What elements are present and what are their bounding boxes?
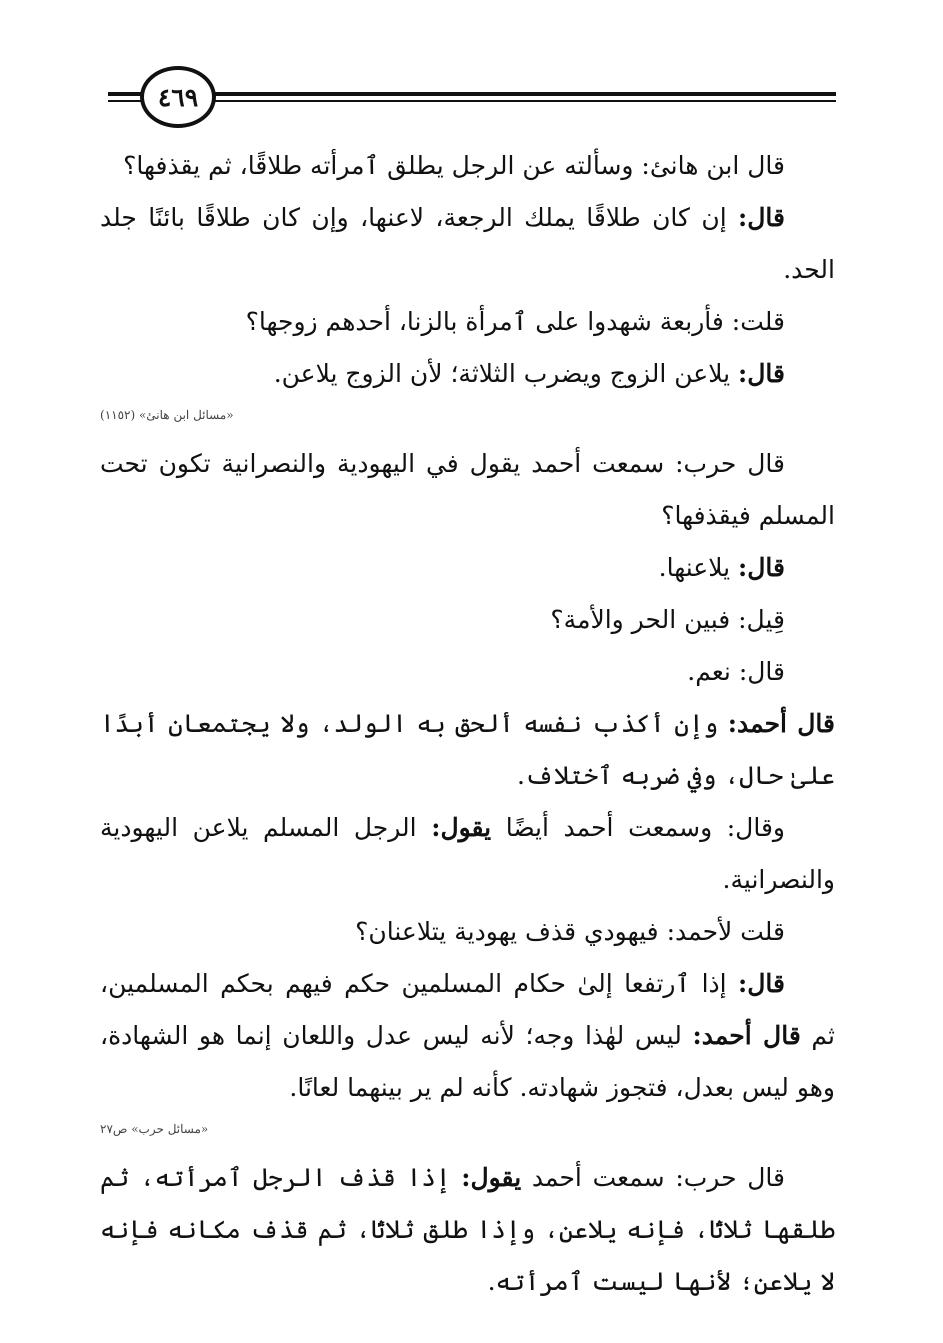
speaker-label: قال:	[738, 969, 785, 998]
paragraph	[100, 192, 835, 296]
paragraph-text: قلت: فأربعة شهدوا على ٱمرأة بالزنا، أحدهم زوجها؟	[245, 307, 785, 336]
page-number-badge	[140, 66, 216, 128]
header-rule-left-thin	[108, 100, 142, 102]
paragraph	[100, 296, 835, 348]
paragraph-text: وقال: وسمعت أحمد أيضًا	[491, 813, 785, 842]
paragraph-text: الرجل المسلم يلاعن اليهودية والنصرانية.	[100, 813, 835, 894]
page-number: ٤٦٩	[157, 82, 199, 112]
source-citation: «مسائل حرب» ص٢٧	[100, 1122, 209, 1136]
speaker-label: يقول:	[461, 1163, 522, 1192]
paragraph-text: قِيل: فبين الحر والأمة؟	[550, 605, 785, 634]
paragraph	[100, 594, 835, 646]
paragraph	[100, 348, 835, 400]
paragraph-text: قلت لأحمد: فيهودي قذف يهودية يتلاعنان؟	[355, 917, 785, 946]
paragraph-text: قال حرب: سمعت أحمد	[521, 1163, 785, 1192]
paragraph-text: قال حرب: سمعت أحمد يقول في اليهودية والنصرانية تكون تحت المسلم فيقذفها؟	[100, 449, 835, 530]
speaker-label: قال أحمد:	[727, 709, 836, 738]
paragraph	[100, 958, 835, 1114]
page-header	[0, 0, 943, 140]
paragraph	[100, 906, 835, 958]
paragraph	[100, 140, 835, 192]
header-rule-thick	[214, 92, 836, 96]
speaker-label: يقول:	[431, 813, 492, 842]
speaker-label: قال:	[738, 359, 785, 388]
header-rule-thin	[214, 100, 836, 102]
paragraph-text: إذا ٱرتفعا إلىٰ حكام المسلمين حكم فيهم بحكم المسلمين، ثم	[100, 969, 835, 1050]
speaker-label: قال:	[738, 553, 785, 582]
paragraph	[100, 646, 835, 698]
paragraph	[100, 542, 835, 594]
paragraph-text: ليس لهٰذا وجه؛ لأنه ليس عدل واللعان إنما هو الشهادة، وهو ليس بعدل، فتجوز شهادته. كأنه لم ير بينهما لعانًا.	[100, 1021, 835, 1102]
paragraph-text: إن كان طلاقًا يملك الرجعة، لاعنها، وإن كان طلاقًا بائنًا جلد الحد.	[100, 203, 835, 284]
speaker-label: قال أحمد:	[692, 1021, 801, 1050]
paragraph-text: يلاعنها.	[658, 553, 739, 582]
paragraph	[100, 802, 835, 906]
paragraph-text: إذا قذف الرجل ٱمرأته، ثم طلقها ثلاثًا، فإنه يلاعن، وإذا طلق ثلاثًا، ثم قذف مكانه فإنه لا يلاعن؛ لأنها ليست ٱمرأته.	[100, 1163, 835, 1296]
paragraph-text: يلاعن الزوج ويضرب الثلاثة؛ لأن الزوج يلاعن.	[273, 359, 739, 388]
page-body	[100, 140, 835, 1308]
paragraph-text: قال: نعم.	[687, 657, 785, 686]
paragraph	[100, 698, 835, 802]
source-citation: «مسائل ابن هانئ» (١١٥٢)	[100, 408, 234, 422]
paragraph	[100, 438, 835, 542]
paragraph-text: قال ابن هانئ: وسألته عن الرجل يطلق ٱمرأته طلاقًا، ثم يقذفها؟	[123, 151, 785, 180]
header-rule-left-thick	[108, 92, 142, 96]
paragraph	[100, 1152, 835, 1308]
paragraph-text: وإن أكذب نفسه ألحق به الولد، ولا يجتمعان أبدًا علىٰ حال، وفي ضربه ٱختلاف.	[100, 709, 835, 790]
speaker-label: قال:	[738, 203, 785, 232]
